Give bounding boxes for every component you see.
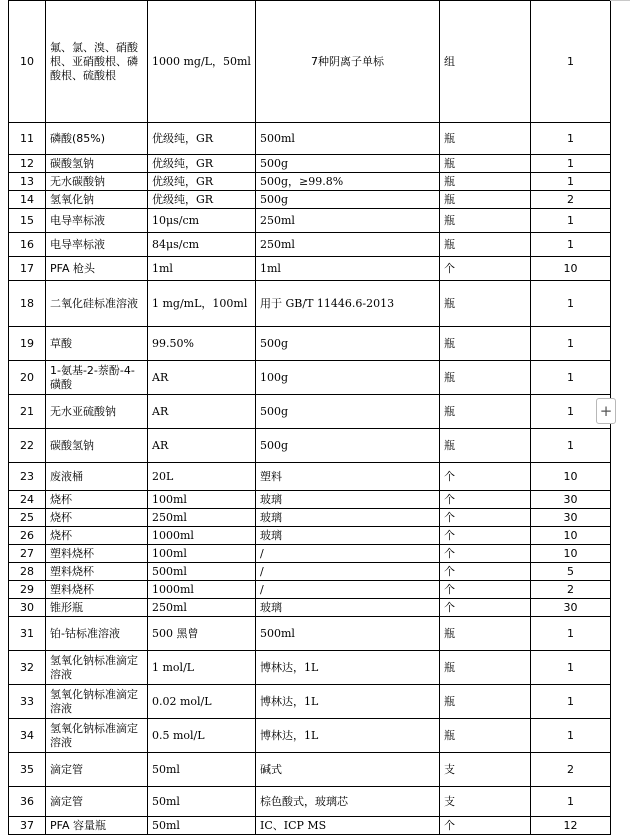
table-row — [9, 123, 611, 155]
spec-cell: 500g — [256, 429, 440, 463]
item-name-cell: 氟、氯、溴、硝酸根、亚硝酸根、磷酸根、硫酸根 — [46, 1, 148, 123]
unit-cell: 个 — [440, 509, 531, 527]
table-row — [9, 545, 611, 563]
row-number-cell: 14 — [9, 191, 46, 209]
unit-cell: 个 — [440, 257, 531, 281]
table-row — [9, 563, 611, 581]
table-row — [9, 257, 611, 281]
divider — [610, 0, 630, 1]
item-name-cell: 碳酸氢钠 — [46, 155, 148, 173]
spec-cell: 500g — [256, 191, 440, 209]
reagent-table — [8, 0, 611, 835]
quantity-cell: 1 — [531, 155, 611, 173]
table-row — [9, 617, 611, 651]
spec-cell: 500g — [256, 395, 440, 429]
item-name-cell: 氢氧化钠标准滴定溶液 — [46, 685, 148, 719]
unit-cell: 个 — [440, 527, 531, 545]
row-number-cell: 27 — [9, 545, 46, 563]
unit-cell: 瓶 — [440, 123, 531, 155]
unit-cell: 个 — [440, 817, 531, 835]
row-number-cell: 29 — [9, 581, 46, 599]
spec-cell: 250ml — [256, 233, 440, 257]
spec-cell: 250ml — [256, 209, 440, 233]
spec-cell: / — [256, 563, 440, 581]
quantity-cell: 30 — [531, 491, 611, 509]
row-number-cell: 35 — [9, 753, 46, 787]
table-row — [9, 327, 611, 361]
row-number-cell: 25 — [9, 509, 46, 527]
grade-cell: 500ml — [148, 563, 256, 581]
unit-cell: 瓶 — [440, 281, 531, 327]
grade-cell: 250ml — [148, 599, 256, 617]
quantity-cell: 10 — [531, 545, 611, 563]
table-row — [9, 463, 611, 491]
row-number-cell: 23 — [9, 463, 46, 491]
grade-cell: 优级纯，GR — [148, 173, 256, 191]
spec-cell: 博林达，1L — [256, 651, 440, 685]
spec-cell: 玻璃 — [256, 491, 440, 509]
grade-cell: 0.02 mol/L — [148, 685, 256, 719]
grade-cell: AR — [148, 395, 256, 429]
spec-cell: 100g — [256, 361, 440, 395]
unit-cell: 瓶 — [440, 209, 531, 233]
unit-cell: 瓶 — [440, 719, 531, 753]
row-number-cell: 37 — [9, 817, 46, 835]
item-name-cell: 磷酸(85%) — [46, 123, 148, 155]
item-name-cell: 塑料烧杯 — [46, 563, 148, 581]
unit-cell: 瓶 — [440, 173, 531, 191]
item-name-cell: 电导率标液 — [46, 233, 148, 257]
table-row — [9, 787, 611, 817]
grade-cell: 84μs/cm — [148, 233, 256, 257]
table-row — [9, 191, 611, 209]
quantity-cell: 1 — [531, 651, 611, 685]
grade-cell: 1000 mg/L，50ml — [148, 1, 256, 123]
quantity-cell: 30 — [531, 599, 611, 617]
item-name-cell: 氢氧化钠 — [46, 191, 148, 209]
spec-cell: 500g — [256, 155, 440, 173]
table-row — [9, 581, 611, 599]
item-name-cell: 废液桶 — [46, 463, 148, 491]
row-number-cell: 24 — [9, 491, 46, 509]
grade-cell: 优级纯，GR — [148, 191, 256, 209]
item-name-cell: 烧杯 — [46, 491, 148, 509]
quantity-cell: 1 — [531, 787, 611, 817]
row-number-cell: 32 — [9, 651, 46, 685]
table-row — [9, 753, 611, 787]
grade-cell: 优级纯，GR — [148, 155, 256, 173]
spec-cell: 玻璃 — [256, 527, 440, 545]
quantity-cell: 1 — [531, 685, 611, 719]
unit-cell: 瓶 — [440, 429, 531, 463]
quantity-cell: 12 — [531, 817, 611, 835]
spec-cell: 玻璃 — [256, 509, 440, 527]
unit-cell: 支 — [440, 753, 531, 787]
unit-cell: 个 — [440, 491, 531, 509]
unit-cell: 瓶 — [440, 395, 531, 429]
quantity-cell: 1 — [531, 719, 611, 753]
spec-cell: 棕色酸式，玻璃芯 — [256, 787, 440, 817]
item-name-cell: 碳酸氢钠 — [46, 429, 148, 463]
quantity-cell: 10 — [531, 463, 611, 491]
table-row — [9, 429, 611, 463]
table-row — [9, 509, 611, 527]
grade-cell: 20L — [148, 463, 256, 491]
grade-cell: 1000ml — [148, 581, 256, 599]
spec-cell: 博林达，1L — [256, 685, 440, 719]
table-row — [9, 817, 611, 835]
table-row — [9, 233, 611, 257]
spec-cell: 500ml — [256, 617, 440, 651]
table-row — [9, 651, 611, 685]
quantity-cell: 1 — [531, 1, 611, 123]
unit-cell: 组 — [440, 1, 531, 123]
row-number-cell: 12 — [9, 155, 46, 173]
row-number-cell: 31 — [9, 617, 46, 651]
item-name-cell: 塑料烧杯 — [46, 581, 148, 599]
grade-cell: 10μs/cm — [148, 209, 256, 233]
spec-cell: 碱式 — [256, 753, 440, 787]
spec-cell: / — [256, 581, 440, 599]
item-name-cell: 电导率标液 — [46, 209, 148, 233]
item-name-cell: PFA 容量瓶 — [46, 817, 148, 835]
quantity-cell: 30 — [531, 509, 611, 527]
quantity-cell: 1 — [531, 123, 611, 155]
grade-cell: 250ml — [148, 509, 256, 527]
unit-cell: 个 — [440, 599, 531, 617]
row-number-cell: 26 — [9, 527, 46, 545]
spec-cell: 500g，≥99.8% — [256, 173, 440, 191]
item-name-cell: 烧杯 — [46, 509, 148, 527]
table-row — [9, 1, 611, 123]
spec-cell: 7种阴离子单标 — [256, 1, 440, 123]
unit-cell: 个 — [440, 463, 531, 491]
item-name-cell: 塑料烧杯 — [46, 545, 148, 563]
quantity-cell: 1 — [531, 209, 611, 233]
unit-cell: 个 — [440, 545, 531, 563]
table-row — [9, 685, 611, 719]
row-number-cell: 22 — [9, 429, 46, 463]
grade-cell: 500 黑曾 — [148, 617, 256, 651]
item-name-cell: 锥形瓶 — [46, 599, 148, 617]
quantity-cell: 2 — [531, 191, 611, 209]
table-row — [9, 491, 611, 509]
grade-cell: 99.50% — [148, 327, 256, 361]
item-name-cell: 烧杯 — [46, 527, 148, 545]
item-name-cell: 1-氨基-2-萘酚-4-磺酸 — [46, 361, 148, 395]
item-name-cell: 滴定管 — [46, 753, 148, 787]
grade-cell: AR — [148, 361, 256, 395]
spec-cell: / — [256, 545, 440, 563]
table-row — [9, 173, 611, 191]
quantity-cell: 1 — [531, 617, 611, 651]
unit-cell: 瓶 — [440, 651, 531, 685]
unit-cell: 个 — [440, 563, 531, 581]
row-number-cell: 21 — [9, 395, 46, 429]
spec-cell: 1ml — [256, 257, 440, 281]
grade-cell: 50ml — [148, 787, 256, 817]
unit-cell: 瓶 — [440, 191, 531, 209]
spec-cell: 500ml — [256, 123, 440, 155]
unit-cell: 瓶 — [440, 233, 531, 257]
table-row — [9, 281, 611, 327]
item-name-cell: 无水碳酸钠 — [46, 173, 148, 191]
table-body — [9, 1, 611, 835]
row-number-cell: 19 — [9, 327, 46, 361]
grade-cell: 1000ml — [148, 527, 256, 545]
row-number-cell: 30 — [9, 599, 46, 617]
row-number-cell: 17 — [9, 257, 46, 281]
item-name-cell: 二氧化硅标准溶液 — [46, 281, 148, 327]
quantity-cell: 10 — [531, 527, 611, 545]
row-number-cell: 11 — [9, 123, 46, 155]
table-row — [9, 209, 611, 233]
quantity-cell: 1 — [531, 233, 611, 257]
quantity-cell: 1 — [531, 429, 611, 463]
row-number-cell: 33 — [9, 685, 46, 719]
spec-cell: 塑料 — [256, 463, 440, 491]
quantity-cell: 1 — [531, 361, 611, 395]
quantity-cell: 2 — [531, 753, 611, 787]
table-row — [9, 155, 611, 173]
row-number-cell: 34 — [9, 719, 46, 753]
row-number-cell: 28 — [9, 563, 46, 581]
spec-cell: 博林达，1L — [256, 719, 440, 753]
row-number-cell: 16 — [9, 233, 46, 257]
quantity-cell: 5 — [531, 563, 611, 581]
grade-cell: 1 mg/mL，100ml — [148, 281, 256, 327]
quantity-cell: 10 — [531, 257, 611, 281]
row-number-cell: 20 — [9, 361, 46, 395]
item-name-cell: PFA 枪头 — [46, 257, 148, 281]
row-number-cell: 36 — [9, 787, 46, 817]
spec-cell: 玻璃 — [256, 599, 440, 617]
grade-cell: 100ml — [148, 491, 256, 509]
grade-cell: 0.5 mol/L — [148, 719, 256, 753]
row-number-cell: 13 — [9, 173, 46, 191]
grade-cell: AR — [148, 429, 256, 463]
quantity-cell: 2 — [531, 581, 611, 599]
table-row — [9, 719, 611, 753]
grade-cell: 1ml — [148, 257, 256, 281]
unit-cell: 个 — [440, 581, 531, 599]
item-name-cell: 铂-钴标准溶液 — [46, 617, 148, 651]
unit-cell: 瓶 — [440, 155, 531, 173]
unit-cell: 瓶 — [440, 617, 531, 651]
spec-cell: 用于 GB/T 11446.6-2013 — [256, 281, 440, 327]
quantity-cell: 1 — [531, 281, 611, 327]
item-name-cell: 滴定管 — [46, 787, 148, 817]
spec-cell: IC、ICP MS — [256, 817, 440, 835]
grade-cell: 优级纯，GR — [148, 123, 256, 155]
item-name-cell: 无水亚硫酸钠 — [46, 395, 148, 429]
row-number-cell: 18 — [9, 281, 46, 327]
quantity-cell: 1 — [531, 395, 611, 429]
table-row — [9, 527, 611, 545]
item-name-cell: 氢氧化钠标准滴定溶液 — [46, 651, 148, 685]
item-name-cell: 草酸 — [46, 327, 148, 361]
unit-cell: 瓶 — [440, 327, 531, 361]
grade-cell: 1 mol/L — [148, 651, 256, 685]
spec-cell: 500g — [256, 327, 440, 361]
unit-cell: 瓶 — [440, 361, 531, 395]
row-number-cell: 10 — [9, 1, 46, 123]
table-row — [9, 599, 611, 617]
table-row — [9, 361, 611, 395]
row-number-cell: 15 — [9, 209, 46, 233]
unit-cell: 瓶 — [440, 685, 531, 719]
quantity-cell: 1 — [531, 327, 611, 361]
item-name-cell: 氢氧化钠标准滴定溶液 — [46, 719, 148, 753]
grade-cell: 100ml — [148, 545, 256, 563]
add-row-button[interactable]: + — [596, 398, 616, 424]
table-row — [9, 395, 611, 429]
grade-cell: 50ml — [148, 753, 256, 787]
grade-cell: 50ml — [148, 817, 256, 835]
quantity-cell: 1 — [531, 173, 611, 191]
unit-cell: 支 — [440, 787, 531, 817]
